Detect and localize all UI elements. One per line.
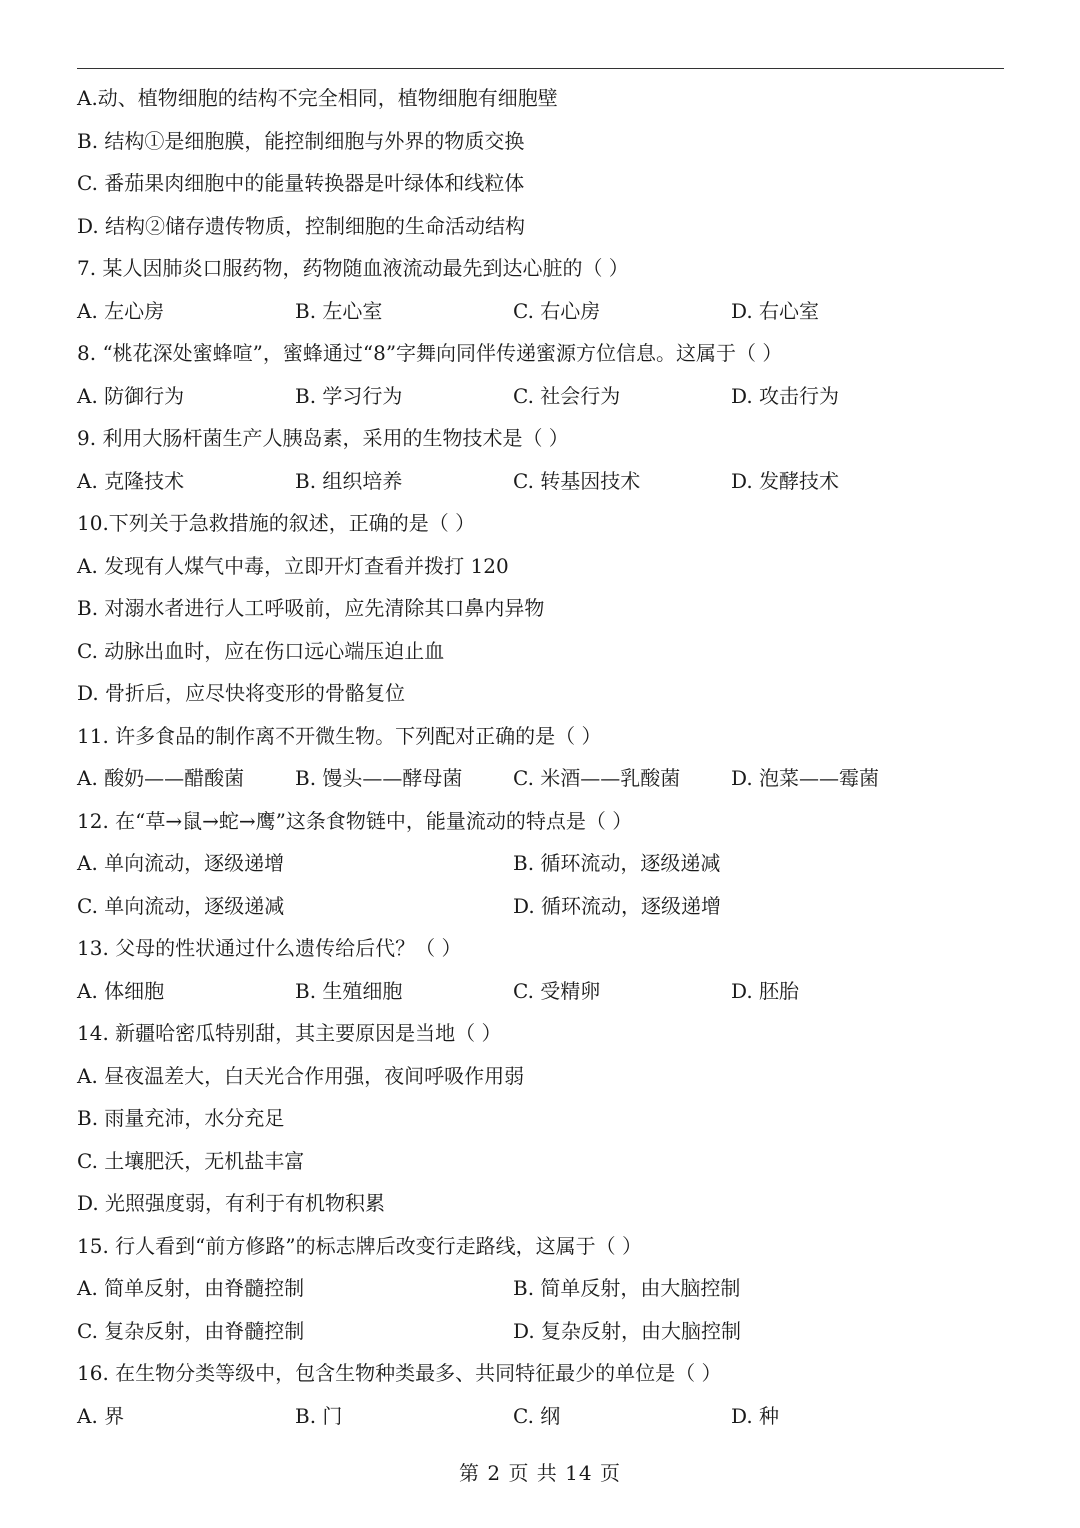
q16-option-b: B. 门 — [295, 1403, 343, 1428]
q11-option-a: A. 酸奶——醋酸菌 — [77, 766, 245, 790]
q12-options-row2 — [77, 885, 1004, 928]
q7-options — [77, 290, 1004, 333]
q11-option-c: C. 米酒——乳酸菌 — [513, 766, 681, 790]
q10-option-b: B. 对溺水者进行人工呼吸前，应先清除其口鼻内异物 — [77, 596, 545, 620]
q13-option-c: C. 受精卵 — [513, 978, 601, 1003]
q15-option-a: A. 简单反射，由脊髓控制 — [77, 1276, 305, 1300]
q8-option-c: C. 社会行为 — [513, 383, 621, 408]
q8-option-a: A. 防御行为 — [77, 383, 185, 408]
q14-option-b: B. 雨量充沛，水分充足 — [77, 1106, 285, 1130]
q11-stem: 11. 许多食品的制作离不开微生物。下列配对正确的是（ ） — [77, 723, 602, 748]
q12-stem: 12. 在“草→鼠→蛇→鹰”这条食物链中，能量流动的特点是（ ） — [77, 808, 633, 833]
q6-option-a: A.动、植物细胞的结构不完全相同，植物细胞有细胞壁 — [77, 86, 558, 110]
q14-stem: 14. 新疆哈密瓜特别甜，其主要原因是当地（ ） — [77, 1021, 502, 1045]
q14-option-c: C. 土壤肥沃，无机盐丰富 — [77, 1148, 305, 1173]
q8-options — [77, 375, 1004, 418]
q10-option-c: C. 动脉出血时，应在伤口远心端压迫止血 — [77, 638, 445, 663]
q9-stem: 9. 利用大肠杆菌生产人胰岛素，采用的生物技术是（ ） — [77, 426, 569, 450]
q9-option-b: B. 组织培养 — [295, 468, 403, 493]
q11-options — [77, 757, 1004, 800]
q7-option-c: C. 右心房 — [513, 298, 601, 323]
q13-option-d: D. 胚胎 — [731, 978, 800, 1003]
q15-option-b: B. 简单反射，由大脑控制 — [513, 1276, 741, 1300]
q8-stem: 8. “桃花深处蜜蜂喧”，蜜蜂通过“8”字舞向同伴传递蜜源方位信息。这属于（ ） — [77, 341, 783, 365]
q7-option-a: A. 左心房 — [77, 298, 165, 323]
q6-option-b: B. 结构①是细胞膜，能控制细胞与外界的物质交换 — [77, 128, 525, 153]
q12-option-a: A. 单向流动，逐级递增 — [77, 851, 285, 875]
q11-option-d: D. 泡菜——霉菌 — [731, 766, 880, 790]
q7-option-d: D. 右心室 — [731, 298, 820, 323]
q9-option-c: C. 转基因技术 — [513, 468, 641, 493]
q12-option-c: C. 单向流动，逐级递减 — [77, 893, 285, 918]
q10-stem: 10.下列关于急救措施的叙述，正确的是（ ） — [77, 511, 476, 535]
q12-option-b: B. 循环流动，逐级递减 — [513, 851, 721, 875]
q10-option-d: D. 骨折后，应尽快将变形的骨骼复位 — [77, 681, 406, 705]
q15-options-row2 — [77, 1310, 1004, 1353]
q13-stem: 13. 父母的性状通过什么遗传给后代？（ ） — [77, 936, 462, 960]
q13-options — [77, 970, 1004, 1013]
q6-option-d: D. 结构②储存遗传物质，控制细胞的生命活动结构 — [77, 213, 526, 238]
q16-options — [77, 1395, 1004, 1438]
header-rule — [77, 68, 1004, 69]
q15-option-c: C. 复杂反射，由脊髓控制 — [77, 1318, 305, 1343]
q15-option-d: D. 复杂反射，由大脑控制 — [513, 1318, 742, 1343]
page-number-footer: 第 2 页 共 14 页 — [459, 1461, 621, 1485]
q13-option-a: A. 体细胞 — [77, 978, 165, 1003]
q11-option-b: B. 馒头——酵母菌 — [295, 766, 463, 790]
q15-stem: 15. 行人看到“前方修路”的标志牌后改变行走路线，这属于（ ） — [77, 1233, 642, 1258]
q7-option-b: B. 左心室 — [295, 298, 383, 323]
q12-options-row1 — [77, 842, 1004, 885]
q14-option-a: A. 昼夜温差大，白天光合作用强，夜间呼吸作用弱 — [77, 1063, 525, 1088]
q12-option-d: D. 循环流动，逐级递增 — [513, 893, 722, 918]
q8-option-d: D. 攻击行为 — [731, 383, 840, 408]
q7-stem: 7. 某人因肺炎口服药物，药物随血液流动最先到达心脏的（ ） — [77, 256, 629, 280]
q9-option-a: A. 克隆技术 — [77, 468, 185, 493]
q10-option-a: A. 发现有人煤气中毒，立即开灯查看并拨打 120 — [77, 553, 509, 578]
page-content — [77, 77, 1004, 1437]
q6-option-c: C. 番茄果肉细胞中的能量转换器是叶绿体和线粒体 — [77, 171, 525, 195]
q8-option-b: B. 学习行为 — [295, 383, 403, 408]
q16-option-d: D. 种 — [731, 1403, 780, 1428]
q16-option-c: C. 纲 — [513, 1403, 561, 1428]
q9-option-d: D. 发酵技术 — [731, 468, 840, 493]
q16-stem: 16. 在生物分类等级中，包含生物种类最多、共同特征最少的单位是（ ） — [77, 1361, 722, 1385]
q9-options — [77, 460, 1004, 503]
q13-option-b: B. 生殖细胞 — [295, 978, 403, 1003]
q14-option-d: D. 光照强度弱，有利于有机物积累 — [77, 1191, 386, 1215]
q16-option-a: A. 界 — [77, 1403, 125, 1428]
q15-options-row1 — [77, 1267, 1004, 1310]
